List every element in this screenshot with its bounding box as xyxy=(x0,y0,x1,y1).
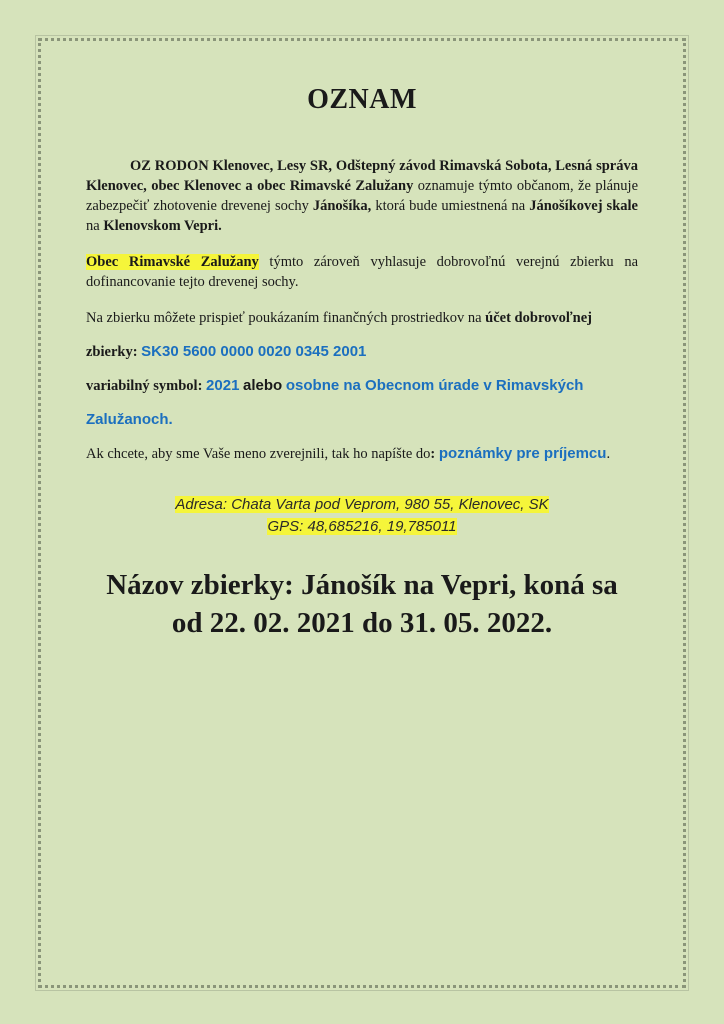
publish-colon: : xyxy=(430,446,436,462)
collection-headline xyxy=(86,566,638,642)
account-label-2: zbierky: xyxy=(86,344,138,360)
alebo-text: alebo xyxy=(243,377,283,394)
intro-paragraph xyxy=(86,156,638,236)
vs-line xyxy=(86,376,638,396)
publish-line xyxy=(86,444,638,464)
intro-text-3: na xyxy=(86,218,104,234)
collection-paragraph xyxy=(86,252,638,292)
gps-line: GPS: 48,685216, 19,785011 xyxy=(267,518,457,535)
rock-name: Jánošíkovej skale xyxy=(529,198,638,214)
contribute-text: Na zbierku môžete prispieť poukázaním finančných prostriedkov na xyxy=(86,310,486,326)
address-block xyxy=(86,494,638,538)
address-line: Adresa: Chata Varta pod Veprom, 980 55, Klenovec, SK xyxy=(175,496,549,513)
publish-text: Ak chcete, aby sme Vaše meno zverejnili, tak ho napíšte do xyxy=(86,446,431,462)
account-line xyxy=(86,342,638,362)
statue-name: Jánošíka, xyxy=(312,198,372,214)
intro-text-1: oznamuje týmto občanom, že plánuje zabezpečiť zhotovenie drevenej sochy xyxy=(86,178,639,214)
place-name: Klenovskom Vepri. xyxy=(103,218,222,234)
vs-value: 2021 xyxy=(206,377,240,394)
publish-end: . xyxy=(606,446,611,462)
notice-title: OZNAM xyxy=(307,84,417,115)
iban-number: SK30 5600 0000 0020 0345 2001 xyxy=(141,343,367,360)
collection-text: týmto zároveň vyhlasuje dobrovoľnú verejnú zbierku na dofinancovanie tejto drevenej sochy. xyxy=(86,254,639,290)
intro-text-2: ktorá bude umiestnená na xyxy=(371,198,530,214)
contribute-line xyxy=(86,308,638,328)
headline-line-1: Názov zbierky: Jánošík na Vepri, koná sa xyxy=(106,569,618,601)
office-text-2: Zalužanoch. xyxy=(86,411,173,428)
office-text-1: osobne na Obecnom úrade v Rimavských xyxy=(285,377,584,394)
recipient-note: poznámky pre príjemcu xyxy=(438,445,607,462)
vs-label: variabilný symbol: xyxy=(86,378,203,394)
notice-content xyxy=(86,84,638,642)
organizations: OZ RODON Klenovec, Lesy SR, Odštepný závod Rimavská Sobota, Lesná správa Klenovec, obec Klenovec a obec Rimavské Zalužany xyxy=(86,158,638,194)
account-label-1: účet dobrovoľnej xyxy=(485,310,592,326)
office-line xyxy=(86,410,638,430)
headline-line-2: od 22. 02. 2021 do 31. 05. 2022. xyxy=(171,607,553,639)
village-name: Obec Rimavské Zalužany xyxy=(86,254,259,270)
